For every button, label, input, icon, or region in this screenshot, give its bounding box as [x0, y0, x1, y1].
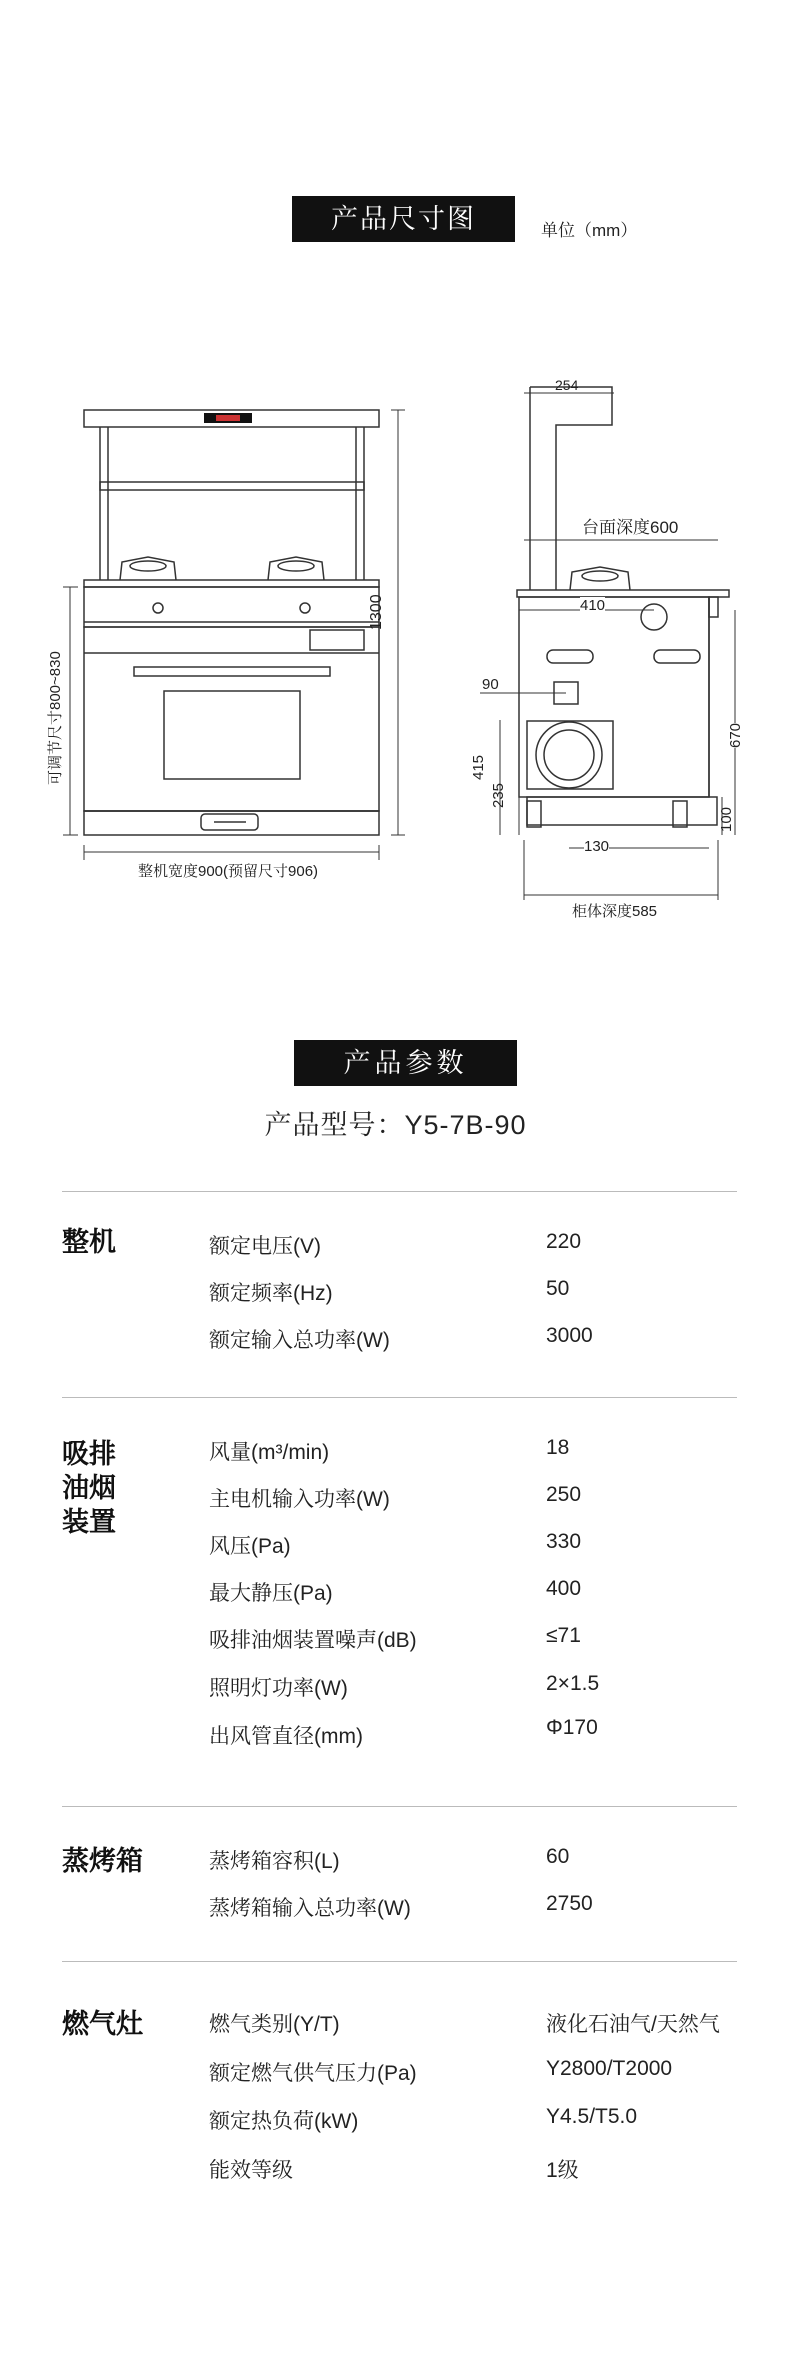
dim-130: 130 — [584, 838, 610, 855]
divider — [62, 1397, 737, 1398]
dim-235: 235 — [490, 782, 507, 808]
dim-side-254: 254 — [555, 377, 579, 393]
row-label: 吸排油烟装置噪声(dB) — [209, 1629, 417, 1652]
row-value: 液化石油气/天然气 — [546, 2013, 720, 2036]
row-value: Y2800/T2000 — [546, 2057, 673, 2080]
row-value: 330 — [546, 1530, 582, 1553]
dimension-title: 产品尺寸图 — [292, 196, 515, 242]
row-value: 18 — [546, 1436, 570, 1459]
dim-90: 90 — [482, 676, 499, 693]
model-number: 产品型号：Y5-7B-90 — [264, 1110, 527, 1140]
row-value: Y4.5/T5.0 — [546, 2105, 638, 2128]
dim-cabinet-depth: 柜体深度585 — [572, 903, 658, 920]
row-value: 3000 — [546, 1324, 593, 1347]
dim-415: 415 — [470, 754, 487, 780]
row-value: 250 — [546, 1483, 582, 1506]
dim-front-width: 整机宽度900(预留尺寸906) — [138, 863, 319, 880]
row-label: 额定电压(V) — [209, 1235, 321, 1258]
unit-label: 单位（mm） — [541, 221, 638, 240]
row-value: 60 — [546, 1845, 570, 1868]
row-label: 额定热负荷(kW) — [209, 2110, 359, 2133]
row-label: 主电机输入功率(W) — [209, 1488, 390, 1511]
row-value: 50 — [546, 1277, 570, 1300]
row-label: 最大静压(Pa) — [209, 1582, 333, 1605]
section-title-stove: 燃气灶 — [62, 2009, 143, 2039]
row-label: 额定输入总功率(W) — [209, 1329, 390, 1352]
row-label: 出风管直径(mm) — [209, 1725, 363, 1748]
row-value: 2×1.5 — [546, 1672, 600, 1695]
section-title-whole: 整机 — [62, 1227, 116, 1257]
row-value: 220 — [546, 1230, 582, 1253]
row-label: 照明灯功率(W) — [209, 1677, 348, 1700]
row-label: 能效等级 — [209, 2159, 293, 2182]
row-value: ≤71 — [546, 1624, 581, 1647]
section-title-oven: 蒸烤箱 — [62, 1846, 143, 1876]
divider — [62, 1806, 737, 1807]
row-label: 额定燃气供气压力(Pa) — [209, 2062, 417, 2085]
divider — [62, 1191, 737, 1192]
params-title: 产品参数 — [294, 1040, 517, 1086]
row-value: Φ170 — [546, 1716, 598, 1739]
row-label: 风压(Pa) — [209, 1535, 291, 1558]
row-label: 蒸烤箱输入总功率(W) — [209, 1897, 411, 1920]
dimension-drawing — [0, 0, 791, 960]
row-label: 风量(m³/min) — [209, 1441, 330, 1464]
dim-410: 410 — [580, 597, 606, 614]
dim-670: 670 — [727, 722, 744, 748]
divider — [62, 1961, 737, 1962]
dim-counter-depth: 台面深度600 — [582, 518, 679, 537]
section-title-hood: 吸排 油烟 装置 — [62, 1439, 116, 1537]
row-value: 2750 — [546, 1892, 593, 1915]
dim-100: 100 — [718, 806, 735, 832]
row-label: 蒸烤箱容积(L) — [209, 1850, 340, 1873]
dim-adjust-height: 可调节尺寸800~830 — [47, 651, 64, 785]
row-value: 1级 — [546, 2159, 579, 2182]
row-label: 燃气类别(Y/T) — [209, 2013, 340, 2036]
row-value: 400 — [546, 1577, 582, 1600]
row-label: 额定频率(Hz) — [209, 1282, 333, 1305]
dim-front-height: 1300 — [368, 594, 385, 630]
